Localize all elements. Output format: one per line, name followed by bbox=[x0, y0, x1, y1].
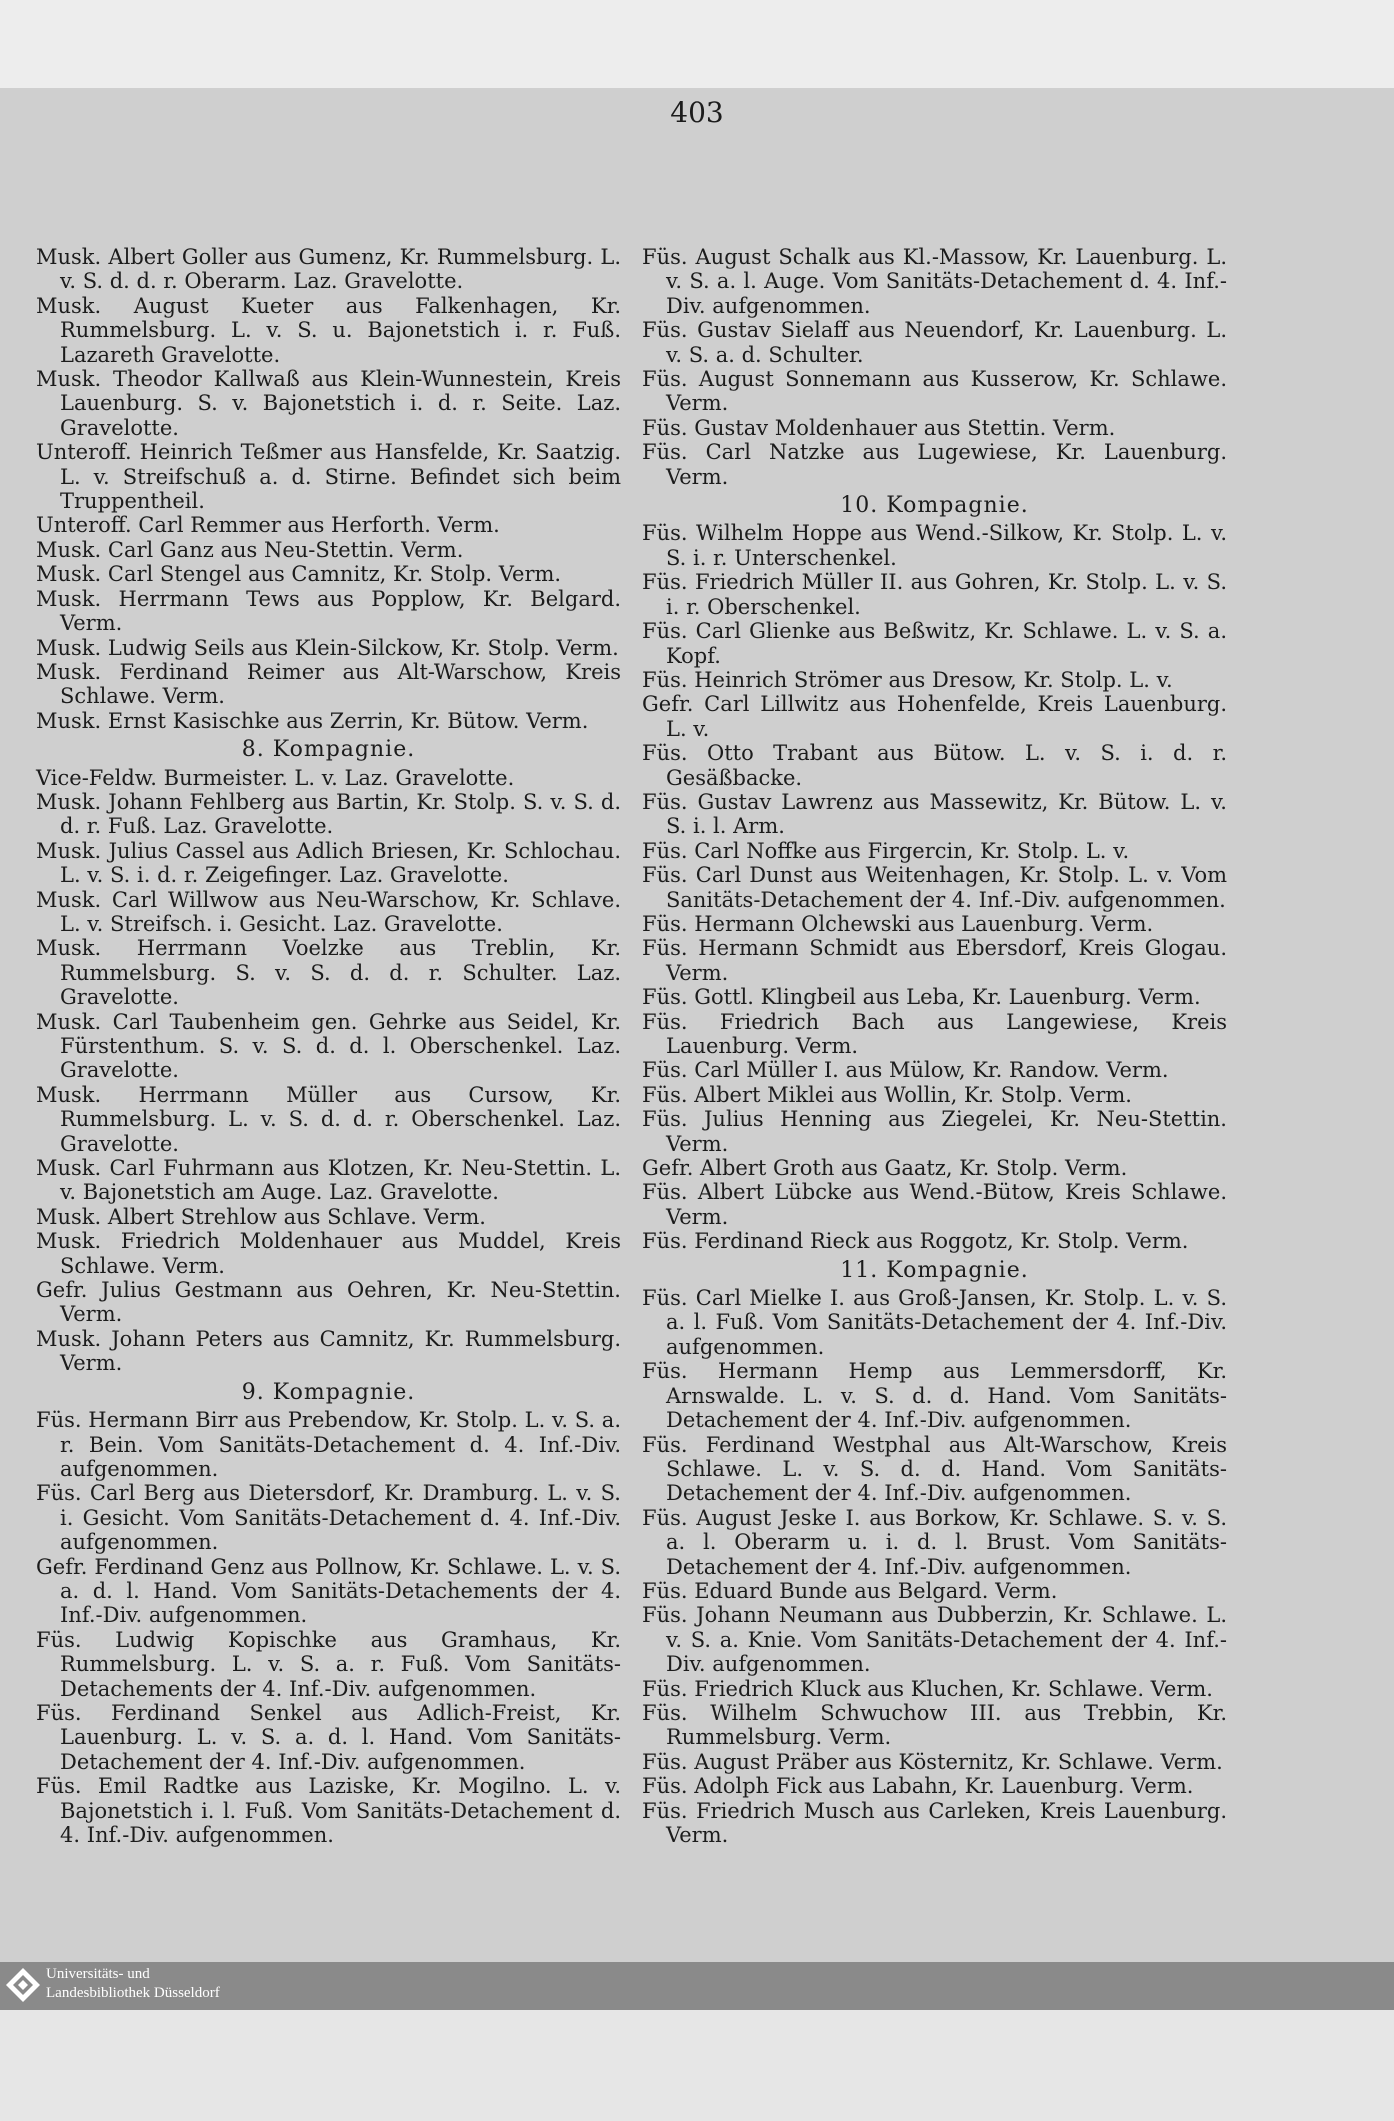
library-line-2: Landesbibliothek Düsseldorf bbox=[46, 1985, 220, 2001]
casualty-entry: Füs. Emil Radtke aus Laziske, Kr. Mogilno. L. v. Bajonetstich i. l. Fuß. Vom Sanitäts-Detachement d. 4. Inf.-Div. aufgenommen. bbox=[36, 1774, 621, 1847]
casualty-entry: Füs. Friedrich Bach aus Langewiese, Kreis Lauenburg. Verm. bbox=[642, 1009, 1227, 1058]
casualty-entry: Musk. Herrmann Müller aus Cursow, Kr. Rummelsburg. L. v. S. d. d. r. Oberschenkel. Laz. Gravelotte. bbox=[36, 1082, 621, 1156]
casualty-entry: Füs. Gustav Lawrenz aus Massewitz, Kr. Bütow. L. v. S. i. l. Arm. bbox=[642, 789, 1227, 839]
casualty-entry: Füs. Julius Henning aus Ziegelei, Kr. Neu-Stettin. Verm. bbox=[642, 1107, 1227, 1156]
casualty-entry: Musk. Johann Peters aus Camnitz, Kr. Rummelsburg. Verm. bbox=[36, 1326, 621, 1376]
casualty-entry: Füs. Eduard Bunde aus Belgard. Verm. bbox=[642, 1578, 1058, 1603]
casualty-entry: Füs. Friedrich Müller II. aus Gohren, Kr. Stolp. L. v. S. i. r. Oberschenkel. bbox=[642, 570, 1227, 619]
left-column bbox=[36, 245, 621, 1847]
casualty-entry: Musk. Carl Willwow aus Neu-Warschow, Kr. Schlave. L. v. Streifsch. i. Gesicht. Laz. Gravelotte. bbox=[36, 887, 621, 936]
casualty-entry: Füs. Wilhelm Hoppe aus Wend.-Silkow, Kr. Stolp. L. v. S. i. r. Unterschenkel. bbox=[642, 521, 1227, 570]
casualty-entry: Musk. Johann Fehlberg aus Bartin, Kr. Stolp. S. v. S. d. d. r. Fuß. Laz. Gravelotte. bbox=[36, 789, 621, 839]
casualty-entry: Musk. Friedrich Moldenhauer aus Muddel, Kreis Schlawe. Verm. bbox=[36, 1229, 621, 1278]
casualty-entry: Füs. August Sonnemann aus Kusserow, Kr. Schlawe. Verm. bbox=[642, 367, 1227, 416]
casualty-entry: Musk. Herrmann Voelzke aus Treblin, Kr. Rummelsburg. S. v. S. d. d. r. Schulter. Laz. Gravelotte. bbox=[36, 936, 621, 1010]
casualty-entry: Füs. Heinrich Strömer aus Dresow, Kr. Stolp. L. v. bbox=[642, 667, 1173, 692]
casualty-entry: Füs. Carl Dunst aus Weitenhagen, Kr. Stolp. L. v. Vom Sanitäts-Detachement der 4. Inf.-Div. aufgenommen. bbox=[642, 863, 1227, 912]
casualty-entry: Füs. Friedrich Musch aus Carleken, Kreis Lauenburg. Verm. bbox=[642, 1798, 1227, 1847]
casualty-entry: Musk. August Kueter aus Falkenhagen, Kr. Rummelsburg. L. v. S. u. Bajonetstich i. r. Fuß. Lazareth Gravelotte. bbox=[36, 293, 621, 367]
right-column bbox=[642, 245, 1227, 1847]
casualty-entry: Füs. Ferdinand Westphal aus Alt-Warschow, Kreis Schlawe. L. v. S. d. d. Hand. Vom Sanitäts-Detachement der 4. Inf.-Div. aufgenommen. bbox=[642, 1432, 1227, 1506]
casualty-entry: Füs. August Schalk aus Kl.-Massow, Kr. Lauenburg. L. v. S. a. l. Auge. Vom Sanitäts-Detachement d. 4. Inf.-Div. aufgenommen. bbox=[642, 245, 1227, 318]
casualty-entry: Unteroff. Carl Remmer aus Herforth. Verm. bbox=[36, 513, 500, 538]
casualty-entry: Füs. Hermann Birr aus Prebendow, Kr. Stolp. L. v. S. a. r. Bein. Vom Sanitäts-Detachement d. 4. Inf.-Div. aufgenommen. bbox=[36, 1408, 621, 1481]
casualty-entry: Vice-Feldw. Burmeister. L. v. Laz. Gravelotte. bbox=[36, 765, 515, 790]
casualty-entry: Musk. Albert Strehlow aus Schlave. Verm. bbox=[36, 1204, 486, 1229]
casualty-entry: Füs. Carl Glienke aus Beßwitz, Kr. Schlawe. L. v. S. a. Kopf. bbox=[642, 619, 1227, 668]
casualty-entry: Musk. Herrmann Tews aus Popplow, Kr. Belgard. Verm. bbox=[36, 586, 621, 636]
casualty-entry: Füs. Adolph Fick aus Labahn, Kr. Lauenburg. Verm. bbox=[642, 1774, 1194, 1799]
company-heading: 11. Kompagnie. bbox=[840, 1257, 1029, 1283]
casualty-entry: Füs. Hermann Olchewski aus Lauenburg. Verm. bbox=[642, 911, 1154, 936]
bottom-margin bbox=[0, 2010, 1394, 2121]
casualty-entry: Unteroff. Heinrich Teßmer aus Hansfelde, Kr. Saatzig. L. v. Streifschuß a. d. Stirne. Befindet sich beim Truppentheil. bbox=[36, 440, 621, 514]
casualty-entry: Musk. Carl Taubenheim gen. Gehrke aus Seidel, Kr. Fürstenthum. S. v. S. d. d. l. Oberschenkel. Laz. Gravelotte. bbox=[36, 1009, 621, 1083]
casualty-entry: Füs. Gottl. Klingbeil aus Leba, Kr. Lauenburg. Verm. bbox=[642, 985, 1201, 1010]
casualty-entry: Gefr. Albert Groth aus Gaatz, Kr. Stolp. Verm. bbox=[642, 1156, 1128, 1181]
casualty-entry: Gefr. Julius Gestmann aus Oehren, Kr. Neu-Stettin. Verm. bbox=[36, 1278, 621, 1327]
casualty-entry: Füs. Carl Natzke aus Lugewiese, Kr. Lauenburg. Verm. bbox=[642, 440, 1227, 489]
casualty-entry: Gefr. Carl Lillwitz aus Hohenfelde, Kreis Lauenburg. L. v. bbox=[642, 692, 1227, 741]
casualty-entry: Gefr. Ferdinand Genz aus Pollnow, Kr. Schlawe. L. v. S. a. d. l. Hand. Vom Sanitäts-Detachements der 4. Inf.-Div. aufgenommen. bbox=[36, 1554, 621, 1628]
casualty-entry: Füs. August Präber aus Kösternitz, Kr. Schlawe. Verm. bbox=[642, 1749, 1223, 1774]
casualty-entry: Füs. Otto Trabant aus Bütow. L. v. S. i. d. r. Gesäßbacke. bbox=[642, 741, 1227, 790]
casualty-entry: Füs. Hermann Hemp aus Lemmersdorff, Kr. Arnswalde. L. v. S. d. d. Hand. Vom Sanitäts-Detachement der 4. Inf.-Div. aufgenommen. bbox=[642, 1359, 1227, 1433]
casualty-entry: Füs. Johann Neumann aus Dubberzin, Kr. Schlawe. L. v. S. a. Knie. Vom Sanitäts-Detachement der 4. Inf.-Div. aufgenommen. bbox=[642, 1603, 1227, 1677]
library-footer bbox=[0, 1962, 1394, 2010]
casualty-entry: Füs. Gustav Moldenhauer aus Stettin. Verm. bbox=[642, 415, 1116, 440]
casualty-entry: Füs. Carl Mielke I. aus Groß-Jansen, Kr. Stolp. L. v. S. a. l. Fuß. Vom Sanitäts-Detachement der 4. Inf.-Div. aufgenommen. bbox=[642, 1286, 1227, 1359]
ulb-logo-icon bbox=[4, 1966, 42, 2004]
casualty-entry: Musk. Carl Ganz aus Neu-Stettin. Verm. bbox=[36, 537, 464, 562]
casualty-entry: Füs. Ferdinand Rieck aus Roggotz, Kr. Stolp. Verm. bbox=[642, 1229, 1189, 1254]
casualty-entry: Musk. Carl Fuhrmann aus Klotzen, Kr. Neu-Stettin. L. v. Bajonetstich am Auge. Laz. Gravelotte. bbox=[36, 1156, 621, 1205]
casualty-entry: Füs. Carl Müller I. aus Mülow, Kr. Randow. Verm. bbox=[642, 1058, 1169, 1083]
company-heading: 9. Kompagnie. bbox=[241, 1379, 416, 1405]
company-heading: 8. Kompagnie. bbox=[241, 737, 416, 763]
top-margin bbox=[0, 0, 1394, 88]
casualty-entry: Füs. Carl Berg aus Dietersdorf, Kr. Dramburg. L. v. S. i. Gesicht. Vom Sanitäts-Detachement d. 4. Inf.-Div. aufgenommen. bbox=[36, 1481, 621, 1555]
company-heading: 10. Kompagnie. bbox=[840, 493, 1029, 519]
casualty-entry: Füs. Gustav Sielaff aus Neuendorf, Kr. Lauenburg. L. v. S. a. d. Schulter. bbox=[642, 318, 1227, 367]
page-number: 403 bbox=[670, 96, 724, 129]
library-line-1: Universitäts- und bbox=[46, 1966, 150, 1982]
casualty-entry: Musk. Ludwig Seils aus Klein-Silckow, Kr. Stolp. Verm. bbox=[36, 635, 619, 660]
casualty-entry: Musk. Carl Stengel aus Camnitz, Kr. Stolp. Verm. bbox=[36, 562, 562, 587]
library-name bbox=[46, 1965, 220, 2003]
casualty-entry: Musk. Julius Cassel aus Adlich Briesen, Kr. Schlochau. L. v. S. i. d. r. Zeigefinger. Laz. Gravelotte. bbox=[36, 838, 621, 888]
casualty-entry: Musk. Theodor Kallwaß aus Klein-Wunnestein, Kreis Lauenburg. S. v. Bajonetstich i. d. r. Seite. Laz. Gravelotte. bbox=[36, 367, 621, 440]
casualty-entry: Füs. Carl Noffke aus Firgercin, Kr. Stolp. L. v. bbox=[642, 838, 1130, 863]
casualty-entry: Füs. Albert Lübcke aus Wend.-Bütow, Kreis Schlawe. Verm. bbox=[642, 1180, 1227, 1229]
casualty-entry: Musk. Ernst Kasischke aus Zerrin, Kr. Bütow. Verm. bbox=[36, 708, 589, 733]
casualty-entry: Füs. Wilhelm Schwuchow III. aus Trebbin, Kr. Rummelsburg. Verm. bbox=[642, 1700, 1227, 1750]
casualty-entry: Musk. Ferdinand Reimer aus Alt-Warschow, Kreis Schlawe. Verm. bbox=[36, 659, 621, 709]
casualty-entry: Füs. Ludwig Kopischke aus Gramhaus, Kr. Rummelsburg. L. v. S. a. r. Fuß. Vom Sanitäts-Detachements der 4. Inf.-Div. aufgenommen. bbox=[36, 1627, 621, 1701]
casualty-entry: Füs. Hermann Schmidt aus Ebersdorf, Kreis Glogau. Verm. bbox=[642, 936, 1227, 985]
casualty-entry: Füs. Ferdinand Senkel aus Adlich-Freist, Kr. Lauenburg. L. v. S. a. d. l. Hand. Vom Sanitäts-Detachement der 4. Inf.-Div. aufgenommen. bbox=[36, 1700, 621, 1774]
casualty-entry: Füs. August Jeske I. aus Borkow, Kr. Schlawe. S. v. S. a. l. Oberarm u. i. d. l. Brust. Vom Sanitäts-Detachement der 4. Inf.-Div. aufgenommen. bbox=[642, 1505, 1227, 1579]
casualty-entry: Füs. Albert Miklei aus Wollin, Kr. Stolp. Verm. bbox=[642, 1082, 1132, 1107]
casualty-entry: Musk. Albert Goller aus Gumenz, Kr. Rummelsburg. L. v. S. d. d. r. Oberarm. Laz. Gravelotte. bbox=[36, 245, 621, 294]
casualty-entry: Füs. Friedrich Kluck aus Kluchen, Kr. Schlawe. Verm. bbox=[642, 1676, 1213, 1701]
